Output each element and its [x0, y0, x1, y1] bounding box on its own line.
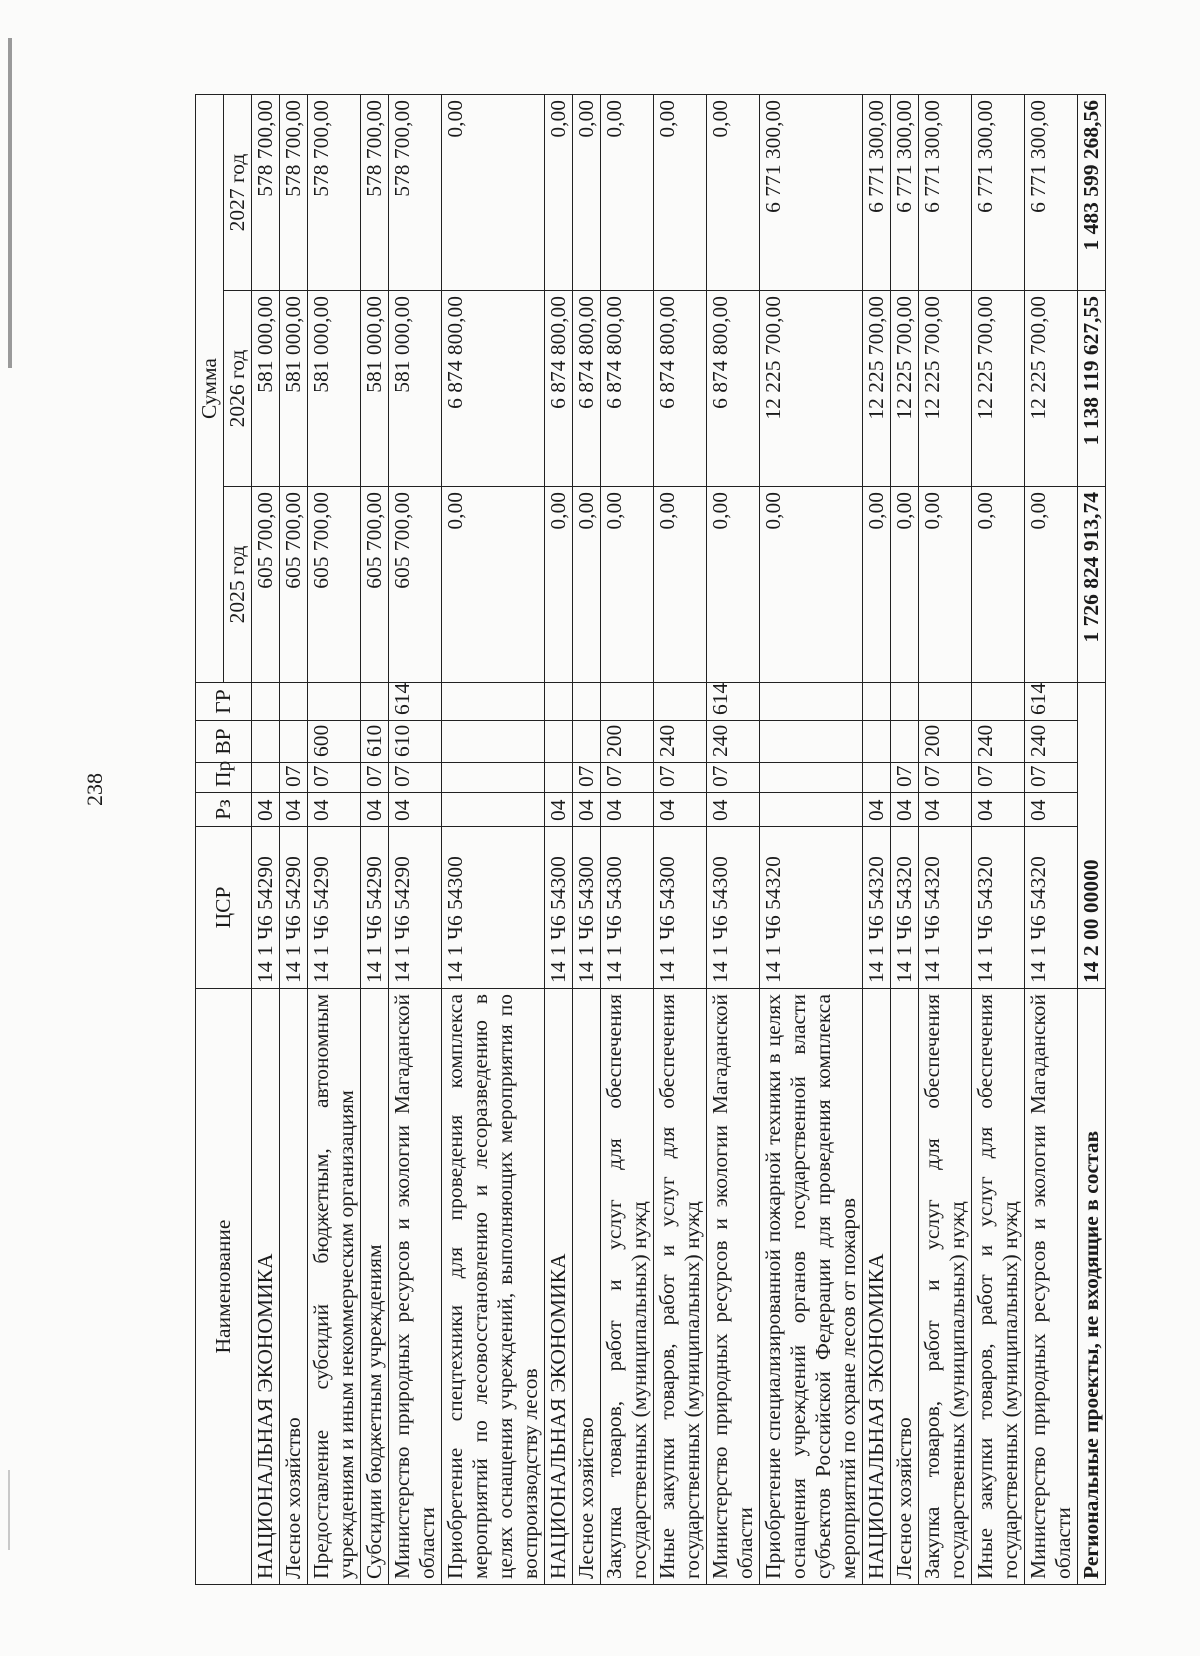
cell-vr [280, 721, 308, 763]
cell-gr [252, 683, 280, 721]
cell-2025: 0,00 [1025, 487, 1078, 683]
cell-csr: 14 1 Ч6 54290 [389, 827, 442, 989]
cell-gr [863, 683, 891, 721]
cell-rz [442, 793, 545, 827]
cell-vr [891, 721, 919, 763]
cell-pr: 07 [601, 763, 654, 793]
cell-rz: 04 [389, 793, 442, 827]
cell-2026: 581 000,00 [361, 291, 389, 487]
cell-2025: 605 700,00 [389, 487, 442, 683]
cell-csr: 14 1 Ч6 54300 [573, 827, 601, 989]
table-row [545, 94, 573, 1584]
cell-2026: 581 000,00 [308, 291, 361, 487]
cell-rz: 04 [891, 793, 919, 827]
cell-name: Приобретение специализированной пожарной техники в целях оснащения учреждений органов государственной власти субъектов Российской Федерации для проведения комплекса мероприятий по охране лесов от пожаров [760, 989, 863, 1585]
cell-rz: 04 [308, 793, 361, 827]
cell-rz: 04 [573, 793, 601, 827]
cell-2026: 6 874 800,00 [654, 291, 707, 487]
cell-pr: 07 [280, 763, 308, 793]
cell-name: Закупка товаров, работ и услуг для обеспечения государственных (муниципальных) нужд [919, 989, 972, 1585]
total-row [1078, 94, 1106, 1584]
table-body [252, 94, 1106, 1584]
cell-name: Приобретение спецтехники для проведения комплекса мероприятий по лесовосстановлению и лесоразведению в целях оснащения учреждений, выполняющих мероприятия по воспроизводству лесов [442, 989, 545, 1585]
cell-2025: 0,00 [891, 487, 919, 683]
cell-2025: 0,00 [654, 487, 707, 683]
cell-gr [573, 683, 601, 721]
cell-gr [891, 683, 919, 721]
cell-rz [760, 793, 863, 827]
cell-pr: 07 [573, 763, 601, 793]
cell-gr [919, 683, 972, 721]
cell-vr [252, 721, 280, 763]
header-pr: Пр [196, 763, 252, 793]
cell-vr: 600 [308, 721, 361, 763]
cell-2025: 605 700,00 [252, 487, 280, 683]
cell-rz: 04 [280, 793, 308, 827]
header-year-2025: 2025 год [224, 487, 252, 683]
cell-gr [361, 683, 389, 721]
cell-gr: 614 [389, 683, 442, 721]
cell-pr: 07 [1025, 763, 1078, 793]
cell-pr [252, 763, 280, 793]
cell-name: Лесное хозяйство [573, 989, 601, 1585]
table-row [389, 94, 442, 1584]
cell-gr [654, 683, 707, 721]
cell-2027: 6 771 300,00 [863, 94, 891, 290]
cell-2026: 581 000,00 [280, 291, 308, 487]
cell-2025: 0,00 [545, 487, 573, 683]
cell-vr [573, 721, 601, 763]
cell-name: Субсидии бюджетным учреждениям [361, 989, 389, 1585]
cell-2026: 12 225 700,00 [919, 291, 972, 487]
cell-gr [442, 683, 545, 721]
cell-pr: 07 [361, 763, 389, 793]
cell-2026: 12 225 700,00 [760, 291, 863, 487]
table-row [252, 94, 280, 1584]
cell-pr [760, 763, 863, 793]
total-2026: 1 138 119 627,55 [1078, 291, 1106, 487]
cell-name: Предоставление субсидий бюджетным, автономным учреждениям и иным некоммерческим организациям [308, 989, 361, 1585]
cell-csr: 14 1 Ч6 54320 [1025, 827, 1078, 989]
cell-csr: 14 1 Ч6 54320 [919, 827, 972, 989]
cell-2027: 0,00 [601, 94, 654, 290]
cell-vr [545, 721, 573, 763]
cell-rz: 04 [972, 793, 1025, 827]
table-row [361, 94, 389, 1584]
cell-pr [545, 763, 573, 793]
cell-2027: 6 771 300,00 [972, 94, 1025, 290]
cell-2027: 0,00 [545, 94, 573, 290]
header-vr: ВР [196, 721, 252, 763]
cell-rz: 04 [654, 793, 707, 827]
cell-pr: 07 [308, 763, 361, 793]
cell-rz: 04 [919, 793, 972, 827]
cell-2027: 0,00 [707, 94, 760, 290]
cell-gr [972, 683, 1025, 721]
total-2027: 1 483 599 268,56 [1078, 94, 1106, 290]
cell-2025: 605 700,00 [308, 487, 361, 683]
page-number: 238 [82, 773, 107, 806]
table-row [891, 94, 919, 1584]
cell-2026: 6 874 800,00 [545, 291, 573, 487]
cell-rz: 04 [1025, 793, 1078, 827]
cell-vr: 200 [919, 721, 972, 763]
cell-pr: 07 [972, 763, 1025, 793]
header-year-2026: 2026 год [224, 291, 252, 487]
cell-2025: 0,00 [972, 487, 1025, 683]
header-row [196, 94, 224, 1584]
cell-vr: 610 [389, 721, 442, 763]
cell-vr: 240 [654, 721, 707, 763]
table-row [573, 94, 601, 1584]
cell-2025: 0,00 [707, 487, 760, 683]
cell-pr [863, 763, 891, 793]
cell-2026: 6 874 800,00 [573, 291, 601, 487]
cell-name: Министерство природных ресурсов и экологии Магаданской области [707, 989, 760, 1585]
cell-2027: 578 700,00 [280, 94, 308, 290]
cell-vr: 200 [601, 721, 654, 763]
header-year-2027: 2027 год [224, 94, 252, 290]
cell-2026: 12 225 700,00 [891, 291, 919, 487]
cell-2026: 6 874 800,00 [601, 291, 654, 487]
cell-csr: 14 1 Ч6 54290 [361, 827, 389, 989]
cell-2027: 0,00 [573, 94, 601, 290]
cell-gr [601, 683, 654, 721]
cell-2027: 0,00 [442, 94, 545, 290]
table-row [863, 94, 891, 1584]
scan-edge-shadow-lower [8, 1470, 10, 1550]
cell-gr: 614 [1025, 683, 1078, 721]
table-row [442, 94, 545, 1584]
cell-vr [442, 721, 545, 763]
cell-2027: 578 700,00 [361, 94, 389, 290]
cell-gr [760, 683, 863, 721]
cell-rz: 04 [601, 793, 654, 827]
cell-name: Лесное хозяйство [891, 989, 919, 1585]
header-name: Наименование [196, 989, 252, 1585]
budget-table [195, 94, 1106, 1585]
cell-2025: 605 700,00 [280, 487, 308, 683]
cell-name: Министерство природных ресурсов и экологии Магаданской области [1025, 989, 1078, 1585]
cell-gr [308, 683, 361, 721]
cell-csr: 14 1 Ч6 54300 [601, 827, 654, 989]
cell-vr: 240 [972, 721, 1025, 763]
cell-2027: 0,00 [654, 94, 707, 290]
cell-2027: 6 771 300,00 [919, 94, 972, 290]
cell-2027: 6 771 300,00 [891, 94, 919, 290]
cell-2025: 0,00 [573, 487, 601, 683]
cell-2026: 12 225 700,00 [863, 291, 891, 487]
cell-2026: 12 225 700,00 [972, 291, 1025, 487]
cell-csr: 14 1 Ч6 54320 [972, 827, 1025, 989]
cell-pr: 07 [919, 763, 972, 793]
cell-name: Иные закупки товаров, работ и услуг для обеспечения государственных (муниципальных) нужд [972, 989, 1025, 1585]
cell-name: НАЦИОНАЛЬНАЯ ЭКОНОМИКА [545, 989, 573, 1585]
cell-csr: 14 1 Ч6 54290 [280, 827, 308, 989]
cell-name: Закупка товаров, работ и услуг для обеспечения государственных (муниципальных) нужд [601, 989, 654, 1585]
cell-pr [442, 763, 545, 793]
table-row [280, 94, 308, 1584]
cell-2026: 581 000,00 [252, 291, 280, 487]
cell-vr [863, 721, 891, 763]
cell-vr: 240 [707, 721, 760, 763]
cell-csr: 14 1 Ч6 54320 [891, 827, 919, 989]
cell-pr: 07 [707, 763, 760, 793]
cell-2027: 6 771 300,00 [760, 94, 863, 290]
cell-2026: 6 874 800,00 [442, 291, 545, 487]
cell-2026: 12 225 700,00 [1025, 291, 1078, 487]
cell-csr: 14 1 Ч6 54320 [863, 827, 891, 989]
cell-csr: 14 1 Ч6 54290 [308, 827, 361, 989]
cell-name: НАЦИОНАЛЬНАЯ ЭКОНОМИКА [252, 989, 280, 1585]
header-sum: Сумма [196, 94, 224, 682]
table-row [919, 94, 972, 1584]
total-csr: 14 2 00 00000 [1078, 683, 1106, 989]
cell-name: Министерство природных ресурсов и экологии Магаданской области [389, 989, 442, 1585]
cell-rz: 04 [545, 793, 573, 827]
cell-gr: 614 [707, 683, 760, 721]
cell-csr: 14 1 Ч6 54290 [252, 827, 280, 989]
cell-name: Лесное хозяйство [280, 989, 308, 1585]
total-name: Региональные проекты, не входящие в состав [1078, 989, 1106, 1585]
header-csr: ЦСР [196, 827, 252, 989]
cell-2025: 0,00 [601, 487, 654, 683]
table-row [1025, 94, 1078, 1584]
cell-pr: 07 [654, 763, 707, 793]
cell-2027: 578 700,00 [389, 94, 442, 290]
cell-csr: 14 1 Ч6 54300 [707, 827, 760, 989]
cell-rz: 04 [252, 793, 280, 827]
cell-2025: 0,00 [442, 487, 545, 683]
cell-2026: 581 000,00 [389, 291, 442, 487]
cell-2025: 0,00 [760, 487, 863, 683]
cell-pr: 07 [891, 763, 919, 793]
cell-2027: 6 771 300,00 [1025, 94, 1078, 290]
cell-pr: 07 [389, 763, 442, 793]
cell-rz: 04 [707, 793, 760, 827]
cell-2026: 6 874 800,00 [707, 291, 760, 487]
table-row [308, 94, 361, 1584]
cell-2027: 578 700,00 [308, 94, 361, 290]
cell-vr [760, 721, 863, 763]
cell-name: НАЦИОНАЛЬНАЯ ЭКОНОМИКА [863, 989, 891, 1585]
cell-gr [545, 683, 573, 721]
cell-name: Иные закупки товаров, работ и услуг для обеспечения государственных (муниципальных) нужд [654, 989, 707, 1585]
cell-gr [280, 683, 308, 721]
header-gr: ГР [196, 683, 252, 721]
cell-csr: 14 1 Ч6 54320 [760, 827, 863, 989]
cell-2025: 0,00 [919, 487, 972, 683]
table-row [707, 94, 760, 1584]
table-row [760, 94, 863, 1584]
cell-csr: 14 1 Ч6 54300 [654, 827, 707, 989]
cell-2025: 0,00 [863, 487, 891, 683]
total-2025: 1 726 824 913,74 [1078, 487, 1106, 683]
cell-rz: 04 [863, 793, 891, 827]
scan-edge-shadow [8, 38, 12, 368]
header-rz: Рз [196, 793, 252, 827]
cell-csr: 14 1 Ч6 54300 [442, 827, 545, 989]
rotated-table-sheet [195, 95, 1103, 1585]
cell-rz: 04 [361, 793, 389, 827]
cell-vr: 240 [1025, 721, 1078, 763]
cell-2025: 605 700,00 [361, 487, 389, 683]
cell-2027: 578 700,00 [252, 94, 280, 290]
table-row [601, 94, 654, 1584]
table-row [654, 94, 707, 1584]
cell-csr: 14 1 Ч6 54300 [545, 827, 573, 989]
table-row [972, 94, 1025, 1584]
cell-vr: 610 [361, 721, 389, 763]
